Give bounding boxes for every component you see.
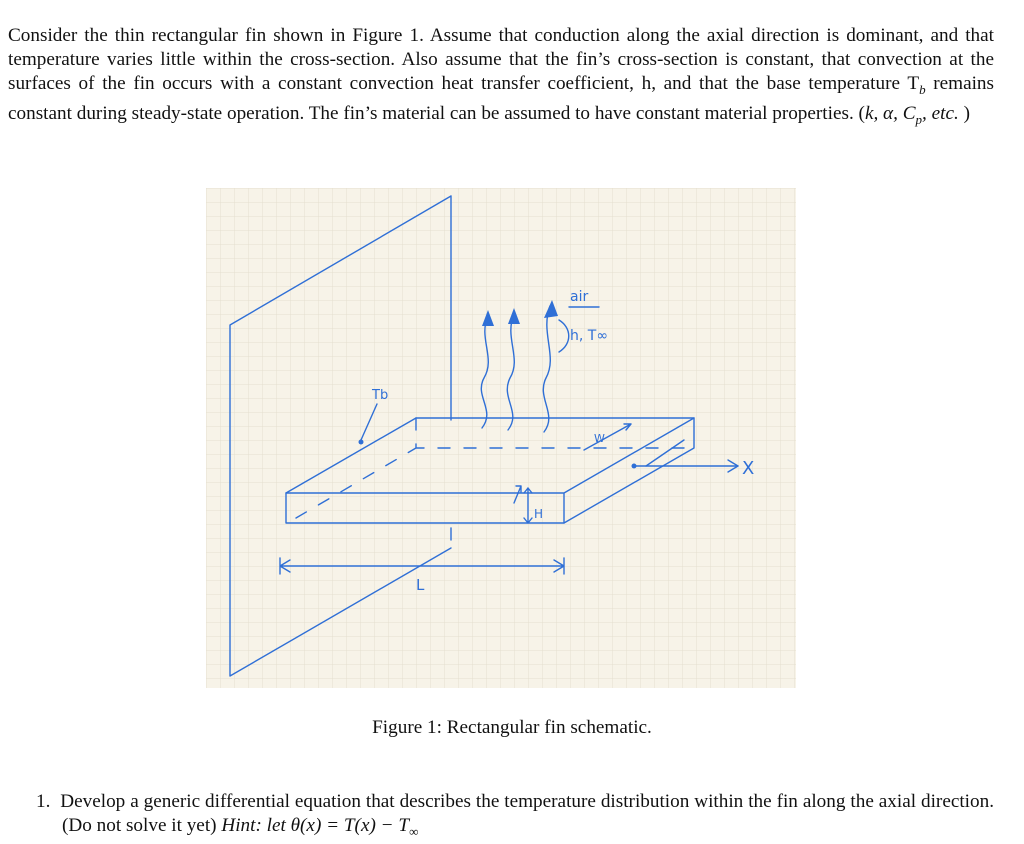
tb-label: Tb bbox=[372, 388, 389, 403]
h-tinf-label: h, T∞ bbox=[570, 328, 608, 344]
fin-schematic-figure bbox=[206, 188, 796, 688]
cp-subscript: p bbox=[915, 111, 923, 127]
w-label: W bbox=[594, 432, 605, 445]
etc-text: , etc. bbox=[922, 102, 959, 124]
figure-caption: Figure 1: Rectangular fin schematic. bbox=[372, 717, 652, 738]
question-text: Develop a generic differential equation that describes the temperature distribution within the fin along the axial direction. (Do not solve it yet) bbox=[60, 791, 994, 836]
air-label: air bbox=[570, 289, 589, 305]
fin-schematic-svg bbox=[206, 188, 796, 688]
tb-point-dot bbox=[359, 440, 364, 445]
grid-lines bbox=[206, 188, 796, 688]
hint-subscript: ∞ bbox=[409, 823, 419, 839]
l-label: L bbox=[416, 576, 425, 594]
problem-paragraph bbox=[8, 24, 994, 132]
question-number: 1. bbox=[36, 791, 51, 812]
question-1 bbox=[36, 790, 994, 844]
h-label: H bbox=[534, 507, 544, 521]
x-label: X bbox=[742, 458, 755, 479]
x-origin-dot bbox=[632, 464, 637, 469]
material-properties: k, α, C bbox=[864, 102, 916, 124]
tb-subscript: b bbox=[919, 81, 926, 97]
intro-after-tb: remains constant during steady-state operation. The fin’s material can be assumed to have constant material properties. ( bbox=[8, 73, 994, 124]
intro-text: Consider the thin rectangular fin shown in Figure 1. Assume that conduction along the axial direction is dominant, and that temperature varies little within the cross-section. Also assume that the fin’s cross-section is constant, that convection at the surfaces of the fin occurs with a constant convection heat transfer coefficient, h, and that the base temperature T bbox=[8, 25, 994, 94]
problem-statement bbox=[8, 24, 994, 132]
hint-text: Hint: let θ(x) = T(x) − T bbox=[221, 815, 410, 836]
close-paren: ) bbox=[958, 102, 970, 124]
